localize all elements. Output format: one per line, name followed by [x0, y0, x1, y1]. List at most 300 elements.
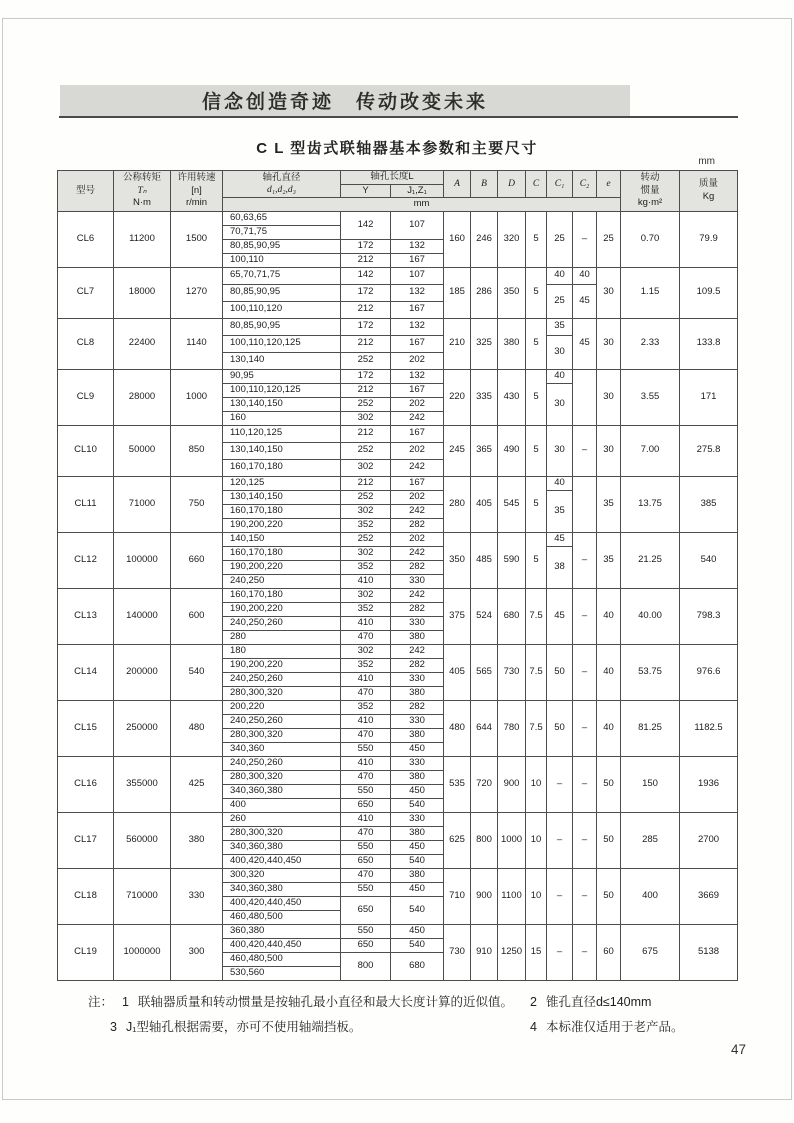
cell-e: 60 [597, 924, 621, 980]
cell-length-y: 470 [341, 630, 391, 644]
cell-length-y: 302 [341, 504, 391, 518]
note-text: 锥孔直径d≤140mm [545, 995, 652, 1009]
cell-bore: 100,110,120,125 [223, 335, 341, 352]
cell-length-y: 410 [341, 574, 391, 588]
cell-mass: 5138 [680, 924, 738, 980]
cell-C: 5 [526, 267, 547, 318]
cell-C: 7.5 [526, 588, 547, 644]
cell-bore: 100,110,120,125 [223, 383, 341, 397]
table-row [58, 924, 738, 938]
cell-speed: 1140 [171, 318, 223, 369]
cell-bore: 340,360,380 [223, 784, 341, 798]
note-right-2 [530, 1017, 683, 1035]
cell-length-jz: 202 [391, 397, 444, 411]
cell-model: CL18 [58, 868, 114, 924]
cell-torque: 140000 [114, 588, 171, 644]
cell-length-jz: 450 [391, 840, 444, 854]
cell-C1: – [547, 924, 573, 980]
cell-model: CL11 [58, 476, 114, 532]
cell-e: 30 [597, 369, 621, 425]
cell-A: 220 [444, 369, 471, 425]
cell-speed: 1500 [171, 211, 223, 267]
cell-B: 524 [471, 588, 498, 644]
cell-bore: 240,250 [223, 574, 341, 588]
cell-bore: 190,200,220 [223, 518, 341, 532]
cell-C2: – [573, 812, 597, 868]
cell-length-jz: 107 [391, 267, 444, 284]
cell-D: 545 [498, 476, 526, 532]
cell-inertia: 13.75 [621, 476, 680, 532]
cell-bore: 65,70,71,75 [223, 267, 341, 284]
cell-bore: 70,71,75 [223, 225, 341, 239]
cell-bore: 160,170,180 [223, 588, 341, 602]
cell-length-jz: 380 [391, 728, 444, 742]
cell-length-y: 212 [341, 253, 391, 267]
cell-length-y: 410 [341, 812, 391, 826]
cell-model: CL12 [58, 532, 114, 588]
cell-B: 365 [471, 425, 498, 476]
cell-B: 405 [471, 476, 498, 532]
cell-bore: 530,560 [223, 966, 341, 980]
cell-model: CL19 [58, 924, 114, 980]
cell-inertia: 3.55 [621, 369, 680, 425]
cell-D: 680 [498, 588, 526, 644]
cell-bore: 460,480,500 [223, 910, 341, 924]
cell-length-y: 172 [341, 369, 391, 383]
cell-C: 5 [526, 318, 547, 369]
cell-D: 1000 [498, 812, 526, 868]
cell-speed: 1000 [171, 369, 223, 425]
table-row [58, 267, 738, 284]
cell-length-jz: 330 [391, 756, 444, 770]
banner-underline [59, 116, 738, 118]
cell-bore: 190,200,220 [223, 602, 341, 616]
notes [88, 992, 738, 1042]
cell-bore: 280,300,320 [223, 728, 341, 742]
cell-C: 10 [526, 868, 547, 924]
cell-length-jz: 540 [391, 896, 444, 924]
cell-length-jz: 132 [391, 369, 444, 383]
cell-A: 350 [444, 532, 471, 588]
cell-length-y: 650 [341, 896, 391, 924]
table-row [58, 211, 738, 225]
cell-C1: 50 [547, 700, 573, 756]
header-torque: 公称转矩 Tₙ N·m [114, 171, 171, 212]
cell-bore: 160 [223, 411, 341, 425]
cell-A: 210 [444, 318, 471, 369]
cell-A: 625 [444, 812, 471, 868]
cell-bore: 160,170,180 [223, 504, 341, 518]
cell-inertia: 150 [621, 756, 680, 812]
cell-model: CL15 [58, 700, 114, 756]
cell-D: 1100 [498, 868, 526, 924]
cell-inertia: 40.00 [621, 588, 680, 644]
cell-A: 710 [444, 868, 471, 924]
header-dim-3: C [526, 171, 547, 198]
cell-bore: 200,220 [223, 700, 341, 714]
cell-length-y: 302 [341, 459, 391, 476]
cell-e: 50 [597, 756, 621, 812]
cell-e: 40 [597, 588, 621, 644]
cell-C1: 40 [547, 267, 573, 284]
cell-length-y: 470 [341, 826, 391, 840]
cell-length-y: 252 [341, 490, 391, 504]
cell-C2 [573, 369, 597, 425]
cell-D: 350 [498, 267, 526, 318]
cell-speed: 480 [171, 700, 223, 756]
cell-model: CL8 [58, 318, 114, 369]
cell-e: 40 [597, 700, 621, 756]
cell-length-y: 470 [341, 770, 391, 784]
header-model: 型号 [58, 171, 114, 212]
cell-length-y: 302 [341, 546, 391, 560]
cell-length-jz: 540 [391, 938, 444, 952]
cell-length-jz: 450 [391, 742, 444, 756]
cell-length-y: 470 [341, 728, 391, 742]
cell-length-y: 410 [341, 714, 391, 728]
cell-length-y: 212 [341, 301, 391, 318]
cell-length-y: 550 [341, 882, 391, 896]
cell-bore: 160,170,180 [223, 546, 341, 560]
cell-model: CL16 [58, 756, 114, 812]
cell-length-jz: 132 [391, 239, 444, 253]
cell-C1: 38 [547, 546, 573, 588]
cell-length-y: 352 [341, 602, 391, 616]
header-bore-length: 轴孔长度L [341, 171, 444, 185]
cell-D: 380 [498, 318, 526, 369]
cell-C1: 45 [547, 588, 573, 644]
cell-bore: 160,170,180 [223, 459, 341, 476]
cell-bore: 180 [223, 644, 341, 658]
cell-length-y: 252 [341, 352, 391, 369]
cell-speed: 750 [171, 476, 223, 532]
cell-inertia: 0.70 [621, 211, 680, 267]
table-row [58, 756, 738, 770]
cell-bore: 280 [223, 630, 341, 644]
cell-C: 15 [526, 924, 547, 980]
cell-bore: 130,140,150 [223, 442, 341, 459]
header-length-y: Y [341, 184, 391, 198]
cell-D: 1250 [498, 924, 526, 980]
cell-bore: 400,420,440,450 [223, 896, 341, 910]
cell-length-jz: 282 [391, 658, 444, 672]
cell-length-jz: 202 [391, 532, 444, 546]
cell-C1: 40 [547, 369, 573, 383]
cell-C2: 45 [573, 318, 597, 369]
cell-inertia: 21.25 [621, 532, 680, 588]
cell-bore: 90,95 [223, 369, 341, 383]
cell-B: 800 [471, 812, 498, 868]
cell-length-jz: 680 [391, 952, 444, 980]
cell-length-y: 352 [341, 560, 391, 574]
cell-length-jz: 242 [391, 411, 444, 425]
header-speed: 许用转速 [n] r/min [171, 171, 223, 212]
cell-length-y: 550 [341, 784, 391, 798]
cell-A: 375 [444, 588, 471, 644]
cell-speed: 600 [171, 588, 223, 644]
cell-C2: 40 [573, 267, 597, 284]
cell-torque: 22400 [114, 318, 171, 369]
table-row [58, 532, 738, 546]
note-row-2 [88, 1017, 738, 1042]
cell-length-jz: 132 [391, 318, 444, 335]
cell-length-y: 252 [341, 532, 391, 546]
cell-length-y: 172 [341, 284, 391, 301]
cell-mass: 3669 [680, 868, 738, 924]
cell-A: 480 [444, 700, 471, 756]
cell-torque: 100000 [114, 532, 171, 588]
header-length-jz: J₁,Z₁ [391, 184, 444, 198]
cell-bore: 240,250,260 [223, 616, 341, 630]
cell-length-jz: 330 [391, 574, 444, 588]
cell-mass: 79.9 [680, 211, 738, 267]
cell-length-jz: 282 [391, 518, 444, 532]
cell-inertia: 81.25 [621, 700, 680, 756]
cell-A: 405 [444, 644, 471, 700]
cell-length-jz: 330 [391, 616, 444, 630]
note-text: 联轴器质量和转动惯量是按轴孔最小直径和最大长度计算的近似值。 [137, 995, 513, 1009]
cell-A: 535 [444, 756, 471, 812]
cell-D: 320 [498, 211, 526, 267]
cell-torque: 560000 [114, 812, 171, 868]
cell-inertia: 53.75 [621, 644, 680, 700]
cell-length-y: 252 [341, 442, 391, 459]
cell-length-y: 142 [341, 267, 391, 284]
cell-length-jz: 242 [391, 504, 444, 518]
cell-mass: 2700 [680, 812, 738, 868]
cell-C2: – [573, 588, 597, 644]
cell-A: 730 [444, 924, 471, 980]
cell-length-jz: 202 [391, 490, 444, 504]
cell-mass: 798.3 [680, 588, 738, 644]
cell-bore: 130,140,150 [223, 397, 341, 411]
header-dim-5: C₂ [573, 171, 597, 198]
cell-C1: – [547, 868, 573, 924]
cell-mass: 1182.5 [680, 700, 738, 756]
cell-C2: – [573, 868, 597, 924]
header-dim-0: A [444, 171, 471, 198]
table-title: C L 型齿式联轴器基本参数和主要尺寸 [256, 140, 538, 157]
cell-bore: 140,150 [223, 532, 341, 546]
cell-bore: 110,120,125 [223, 425, 341, 442]
cell-length-jz: 282 [391, 700, 444, 714]
cell-C: 5 [526, 369, 547, 425]
cell-e: 25 [597, 211, 621, 267]
cell-length-jz: 202 [391, 442, 444, 459]
table-row [58, 425, 738, 442]
cell-length-jz: 242 [391, 459, 444, 476]
cell-bore: 240,250,260 [223, 714, 341, 728]
cell-A: 245 [444, 425, 471, 476]
cell-torque: 355000 [114, 756, 171, 812]
cell-length-y: 302 [341, 411, 391, 425]
cell-C: 7.5 [526, 700, 547, 756]
cell-bore: 240,250,260 [223, 672, 341, 686]
header-unit-mm: mm [223, 198, 621, 212]
cell-D: 900 [498, 756, 526, 812]
cell-bore: 460,480,500 [223, 952, 341, 966]
cell-length-y: 212 [341, 335, 391, 352]
cell-C1: 35 [547, 318, 573, 335]
unit-label: mm [698, 156, 715, 167]
cell-bore: 300,320 [223, 868, 341, 882]
cell-length-y: 352 [341, 518, 391, 532]
cell-A: 160 [444, 211, 471, 267]
cell-bore: 100,110 [223, 253, 341, 267]
cell-bore: 60,63,65 [223, 211, 341, 225]
cell-length-jz: 540 [391, 854, 444, 868]
cell-length-jz: 167 [391, 476, 444, 490]
cell-length-jz: 380 [391, 686, 444, 700]
cell-B: 720 [471, 756, 498, 812]
cell-bore: 400 [223, 798, 341, 812]
cell-length-y: 410 [341, 616, 391, 630]
cell-mass: 1936 [680, 756, 738, 812]
cell-length-y: 142 [341, 211, 391, 239]
cell-model: CL17 [58, 812, 114, 868]
cell-length-jz: 242 [391, 588, 444, 602]
cell-speed: 540 [171, 644, 223, 700]
cell-mass: 385 [680, 476, 738, 532]
cell-bore: 240,250,260 [223, 756, 341, 770]
notes-prefix: 注： [88, 995, 114, 1009]
cell-inertia: 675 [621, 924, 680, 980]
cell-speed: 660 [171, 532, 223, 588]
cell-speed: 850 [171, 425, 223, 476]
cell-length-y: 470 [341, 868, 391, 882]
cell-torque: 11200 [114, 211, 171, 267]
table-row [58, 318, 738, 335]
table-row [58, 369, 738, 383]
cell-length-y: 352 [341, 658, 391, 672]
header-banner [60, 85, 630, 116]
cell-e: 30 [597, 267, 621, 318]
table-row [58, 868, 738, 882]
cell-model: CL6 [58, 211, 114, 267]
cell-length-y: 650 [341, 854, 391, 868]
cell-torque: 710000 [114, 868, 171, 924]
cell-length-jz: 380 [391, 630, 444, 644]
cell-C2: – [573, 211, 597, 267]
cell-C2: – [573, 532, 597, 588]
cell-length-jz: 167 [391, 301, 444, 318]
cell-C1: 30 [547, 425, 573, 476]
cell-C2: – [573, 756, 597, 812]
cell-C2 [573, 476, 597, 532]
cell-torque: 1000000 [114, 924, 171, 980]
cell-e: 35 [597, 476, 621, 532]
cell-speed: 300 [171, 924, 223, 980]
cell-length-y: 212 [341, 383, 391, 397]
header-bore-diameter: 轴孔直径 d₁,d₂,d₃ [223, 171, 341, 198]
cell-length-y: 302 [341, 588, 391, 602]
cell-bore: 190,200,220 [223, 658, 341, 672]
note-number: 3 [110, 1020, 117, 1034]
cell-bore: 130,140,150 [223, 490, 341, 504]
cell-length-y: 172 [341, 318, 391, 335]
note-text: J₁型轴孔根据需要，亦可不使用轴端挡板。 [125, 1020, 362, 1034]
cell-C: 5 [526, 476, 547, 532]
cell-length-jz: 450 [391, 784, 444, 798]
cell-bore: 340,360 [223, 742, 341, 756]
note-number: 2 [530, 995, 537, 1009]
cell-model: CL14 [58, 644, 114, 700]
cell-bore: 400,420,440,450 [223, 854, 341, 868]
cell-bore: 400,420,440,450 [223, 938, 341, 952]
cell-length-y: 212 [341, 476, 391, 490]
cell-bore: 80,85,90,95 [223, 239, 341, 253]
cell-C1: 40 [547, 476, 573, 490]
banner-slogan: 信念创造奇迹 传动改变未来 [201, 92, 488, 113]
cell-length-jz: 202 [391, 352, 444, 369]
cell-C1: 50 [547, 644, 573, 700]
cell-model: CL13 [58, 588, 114, 644]
cell-C1: – [547, 756, 573, 812]
cell-mass: 133.8 [680, 318, 738, 369]
cell-C2: – [573, 700, 597, 756]
cell-mass: 171 [680, 369, 738, 425]
cell-C1: 25 [547, 284, 573, 318]
cell-C: 5 [526, 532, 547, 588]
cell-bore: 280,300,320 [223, 686, 341, 700]
cell-bore: 260 [223, 812, 341, 826]
cell-B: 565 [471, 644, 498, 700]
cell-length-jz: 167 [391, 383, 444, 397]
cell-length-y: 410 [341, 756, 391, 770]
cell-C2: 45 [573, 284, 597, 318]
cell-mass: 109.5 [680, 267, 738, 318]
cell-D: 490 [498, 425, 526, 476]
cell-torque: 18000 [114, 267, 171, 318]
cell-C1: – [547, 812, 573, 868]
cell-bore: 130,140 [223, 352, 341, 369]
cell-bore: 360,380 [223, 924, 341, 938]
cell-C: 7.5 [526, 644, 547, 700]
cell-C: 5 [526, 425, 547, 476]
cell-inertia: 7.00 [621, 425, 680, 476]
spec-table [57, 170, 738, 981]
cell-length-jz: 132 [391, 284, 444, 301]
cell-inertia: 400 [621, 868, 680, 924]
cell-length-jz: 107 [391, 211, 444, 239]
cell-length-y: 352 [341, 700, 391, 714]
cell-D: 590 [498, 532, 526, 588]
cell-length-y: 172 [341, 239, 391, 253]
cell-inertia: 2.33 [621, 318, 680, 369]
cell-bore: 120,125 [223, 476, 341, 490]
cell-e: 30 [597, 318, 621, 369]
note-right-1 [530, 992, 651, 1010]
cell-speed: 330 [171, 868, 223, 924]
header-dim-4: C₁ [547, 171, 573, 198]
cell-B: 900 [471, 868, 498, 924]
cell-length-jz: 330 [391, 812, 444, 826]
note-text: 本标准仅适用于老产品。 [545, 1020, 684, 1034]
cell-length-y: 410 [341, 672, 391, 686]
cell-length-y: 650 [341, 798, 391, 812]
cell-torque: 50000 [114, 425, 171, 476]
cell-bore: 80,85,90,95 [223, 318, 341, 335]
cell-bore: 340,360,380 [223, 840, 341, 854]
cell-C: 10 [526, 756, 547, 812]
cell-torque: 200000 [114, 644, 171, 700]
header-dim-1: B [471, 171, 498, 198]
header-mass: 质量 Kg [680, 171, 738, 212]
cell-model: CL9 [58, 369, 114, 425]
cell-length-jz: 242 [391, 644, 444, 658]
cell-B: 246 [471, 211, 498, 267]
cell-length-jz: 380 [391, 826, 444, 840]
